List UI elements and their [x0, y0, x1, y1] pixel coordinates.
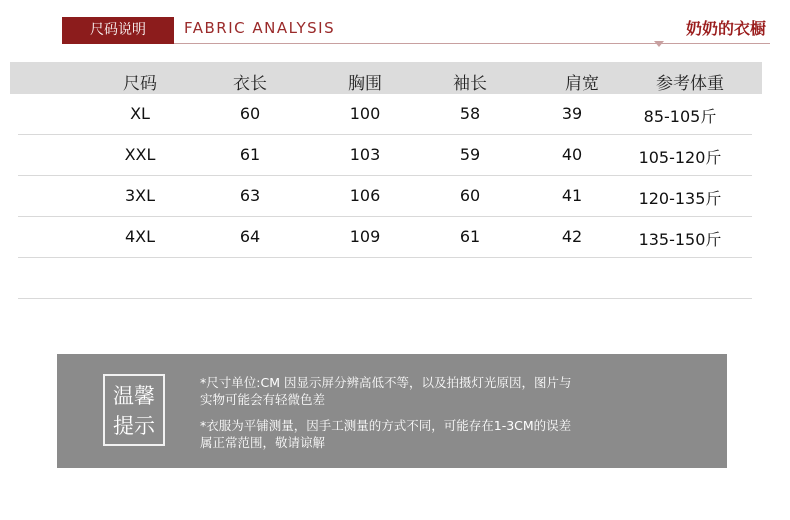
table-row: [18, 94, 752, 135]
cell-size: 4XL: [124, 227, 156, 246]
cell-weight: 135-150斤: [638, 230, 722, 249]
cell-chest: 109: [349, 227, 381, 246]
table-row: [18, 217, 752, 258]
cell-sleeve: 60: [459, 186, 481, 205]
tip-note-line: 实物可能会有轻微色差: [200, 392, 326, 407]
header-divider: [174, 43, 770, 44]
section-subtitle: FABRIC ANALYSIS: [184, 19, 336, 37]
col-header-weight: 参考体重: [656, 74, 724, 94]
cell-weight: 85-105斤: [643, 107, 717, 126]
tip-note-line: *尺寸单位:CM 因显示屏分辨高低不等，以及拍摄灯光原因，图片与: [200, 375, 572, 390]
col-header-length: 衣长: [233, 74, 267, 94]
cell-sleeve: 61: [459, 227, 481, 246]
cell-sleeve: 58: [459, 104, 481, 123]
cell-length: 61: [239, 145, 261, 164]
tip-note-unit: [200, 374, 710, 408]
table-row: [18, 135, 752, 176]
cell-length: 60: [239, 104, 261, 123]
cell-sleeve: 59: [459, 145, 481, 164]
tips-badge-line2: 提示: [113, 414, 155, 438]
brand-logo-text: 奶奶的衣橱: [685, 19, 766, 38]
cell-length: 64: [239, 227, 261, 246]
section-tag: 尺码说明: [62, 17, 174, 44]
size-table-header: [10, 62, 762, 94]
cell-chest: 100: [349, 104, 381, 123]
cell-size: XXL: [124, 145, 156, 164]
tip-note-measure: [200, 417, 710, 451]
cell-shoulder: 40: [561, 145, 583, 164]
tip-note-line: 属正常范围，敬请谅解: [200, 435, 326, 450]
tip-note-line: *衣服为平铺测量，因手工测量的方式不同，可能存在1-3CM的误差: [200, 418, 572, 433]
col-header-sleeve: 袖长: [453, 74, 487, 94]
cell-chest: 106: [349, 186, 381, 205]
cell-shoulder: 41: [561, 186, 583, 205]
cell-length: 63: [239, 186, 261, 205]
table-row-empty: [18, 258, 752, 299]
table-row: [18, 176, 752, 217]
tips-panel: [57, 354, 727, 468]
cell-weight: 105-120斤: [638, 148, 722, 167]
cell-shoulder: 39: [561, 104, 583, 123]
header-notch: [654, 41, 664, 47]
cell-size: XL: [130, 104, 150, 123]
col-header-shoulder: 肩宽: [565, 74, 599, 94]
cell-shoulder: 42: [561, 227, 583, 246]
cell-size: 3XL: [124, 186, 156, 205]
col-header-chest: 胸围: [348, 74, 382, 94]
tips-badge: [103, 374, 165, 446]
cell-weight: 120-135斤: [638, 189, 722, 208]
cell-chest: 103: [349, 145, 381, 164]
tips-badge-line1: 温馨: [113, 384, 155, 408]
col-header-size: 尺码: [123, 74, 157, 94]
